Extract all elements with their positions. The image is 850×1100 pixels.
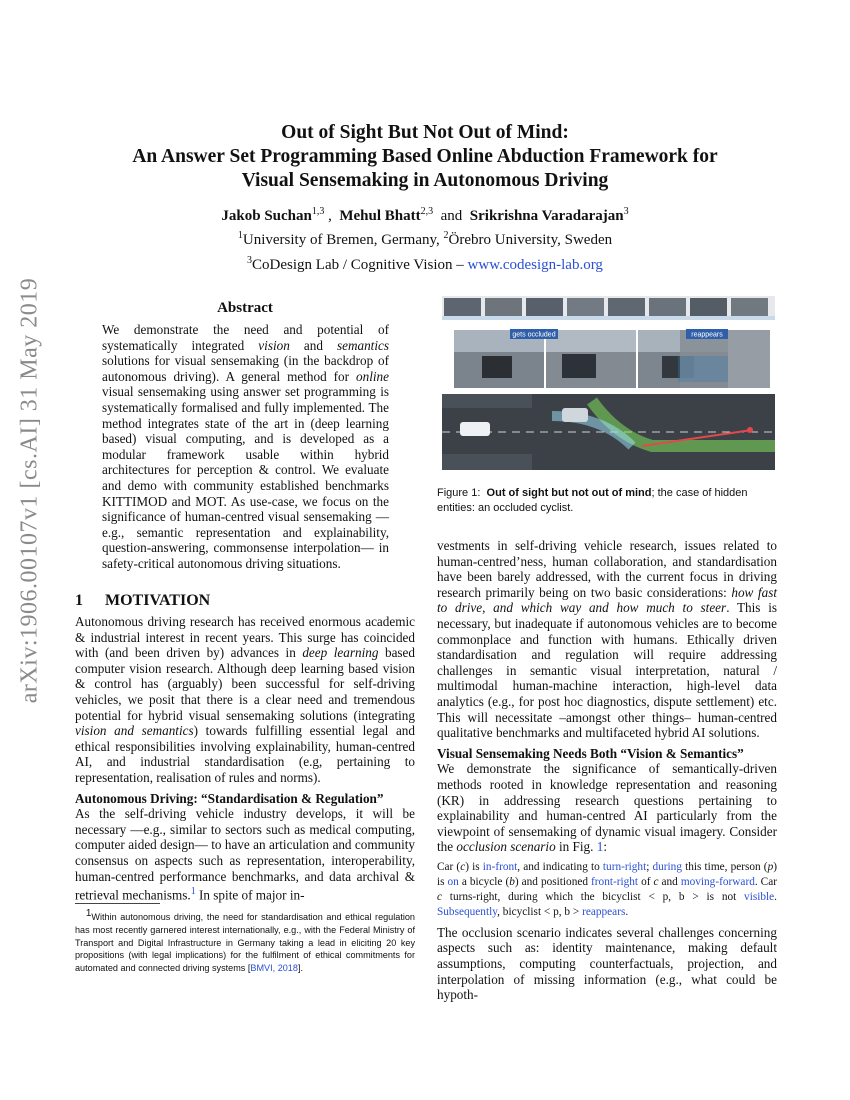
- author-list: Jakob Suchan$^{1,3}$ , Mehul Bhatt$^{2,3}$ and Srikrishna Varadarajan$^3$: [221, 206, 629, 224]
- aff-1: University of Bremen, Germany,: [242, 232, 444, 248]
- figure-caption: [437, 486, 777, 516]
- birdseye-view: [442, 394, 775, 470]
- citation-bmvi[interactable]: BMVI, 2018: [250, 963, 298, 974]
- author-3-sup: 3: [623, 206, 629, 217]
- right-column-body: [437, 538, 777, 1003]
- aff-2: Örebro University, Sweden: [448, 232, 613, 248]
- arxiv-id: arXiv:1906.00107v1 [cs.AI] 31 May 2019: [16, 277, 43, 703]
- affiliation-line-1: [60, 230, 790, 249]
- caption-title: Out of sight but not out of mind: [486, 487, 652, 499]
- footnote: $^1$Within autonomous driving, the need for standardisation and ethical regulation has most recently garnered interest internationally, e.g., with the Federal Ministry of Transport and Digital Infrastructure in Germany taking a lead in eliciting 20 key propositions (with legal implications) for the fulfilment of ethical commitments for automated and connected driving systems [BMVI, 2018].: [75, 908, 415, 974]
- right-paragraph-2: We demonstrate the significance of semantically-driven methods rooted in knowledge representation and reasoning (KR) in addressing research questions pertaining to explainability and human-centred AI particularly from the viewpoint of sensemaking of dynamic visual imagery. Consider the occlusion scenario in Fig. 1:: [437, 761, 777, 855]
- aff-3: CoDesign Lab / Cognitive Vision –: [252, 257, 468, 273]
- section-heading: [75, 592, 210, 610]
- author-2: Mehul Bhatt: [339, 208, 421, 224]
- right-paragraph-3: The occlusion scenario indicates several challenges concerning aspects such as: identity maintenance, making default assumptions, computing counterfactuals, projection, and interpolation of missing information (e.g., what could be hypoth-: [437, 924, 777, 1003]
- footnote-ref[interactable]: 1: [190, 886, 196, 898]
- right-paragraph-1: vestments in self-driving vehicle research, issues related to human-centred’ness, human collaboration, and standardisation have been barely addressed, with the current focus in driving research primarily being on two basic considerations: how fast to drive, and which way and how much to steer. This is necessary, but inadequate if autonomous vehicles are to become commonplace and function with humans. Ethically driven standardisation and regulation will require addressing challenges in semantic visual interpretation, natural / multimodal human-machine interaction, high-level data analytics (e.g., for post hoc diagnostics, dispute settlement) etc. This will necessitate –amongst other things– human-centred qualitative benchmarks and multifaceted hybrid AI solutions.: [437, 538, 777, 741]
- author-3: Srikrishna Varadarajan: [469, 208, 624, 224]
- caption-rest: ; the case of hidden entities: an occluded cyclist.: [437, 487, 748, 514]
- section-title: MOTIVATION: [105, 592, 211, 609]
- aff-sup-1: 1: [237, 230, 243, 241]
- motivation-body: [75, 614, 415, 903]
- abstract-body: We demonstrate the need and potential of systematically integrated vision and semantics solutions for visual sensemaking (in the backdrop of autonomous driving). A general method for online visual sensemaking using answer set programming is systematically formalised and fully implemented. The method integrates state of the art in (deep learning based) visual computing, and is developed as a modular framework usable within hybrid architectures for perception & control. We evaluate and demo with community established benchmarks KITTIMOD and MOT. As use-case, we focus on the significance of human-centred visual sensemaking —e.g., semantic representation and explainability, question-answering, commonsense interpolation— in safety-critical autonomous driving situations.: [102, 322, 389, 571]
- scenario-description: Car (c) is in-front, and indicating to turn-right; during this time, person (p) is on a bicycle (b) and positioned front-right of c and moving-forward. Car c turns-right, during which the bicyclist < p, b > is not visible. Subsequently, bicyclist < p, b > reappears.: [437, 860, 777, 918]
- author-1-sup: 1,3: [311, 206, 325, 217]
- title-line-1: Out of Sight But Not Out of Mind:: [281, 122, 569, 143]
- author-1: Jakob Suchan: [221, 208, 312, 224]
- subheading-standardisation: Autonomous Driving: “Standardisation & Regulation”: [75, 790, 384, 806]
- label-reappears: reappears: [691, 331, 723, 339]
- figure-occluded-cyclist: [442, 296, 775, 470]
- filmstrip: [442, 296, 775, 320]
- motivation-paragraph-2: As the self-driving vehicle industry develops, it will be necessary —e.g., similar to sectors such as medical computing, computer aided design— to have an articulation and community consensus on aspects such as representation, interoperability, human-centred performance benchmarks, and data archival & retrieval mechanisms.$^1$ In spite of major in-: [75, 806, 415, 903]
- label-gets-occluded: gets occluded: [512, 331, 556, 339]
- aff-sup-3: 3: [247, 255, 253, 266]
- author-2-sup: 2,3: [420, 206, 434, 217]
- title-line-3: Visual Sensemaking in Autonomous Driving: [241, 170, 609, 191]
- author-and: and: [440, 208, 463, 224]
- codesign-link[interactable]: www.codesign-lab.org: [467, 257, 603, 273]
- figure-ref[interactable]: 1: [596, 839, 604, 855]
- title-line-2: An Answer Set Programming Based Online Abduction Framework for: [132, 146, 718, 167]
- affiliation-line-2: [60, 255, 790, 274]
- abstract-heading: Abstract: [217, 300, 273, 316]
- subheading-vision-semantics: Visual Sensemaking Needs Both “Vision & Semantics”: [437, 745, 744, 761]
- aff-sup-2: 2: [443, 230, 449, 241]
- arxiv-sidebar: [10, 277, 50, 703]
- motivation-paragraph-1: Autonomous driving research has received enormous academic & industrial interest in recent years. This surge has coincided with (and been driven by) advances in deep learning based computer vision research. Although deep learning based vision & control has (arguably) been successful for self-driving vehicles, we posit that there is a clear need and tremendous potential for hybrid visual sensemaking solutions (integrating vision and semantics) towards fulfilling essential legal and ethical responsibilities involving explainability, human-centred AI, and industrial standardisation (e.g, pertaining to representation, realisation of rules and norms).: [75, 614, 416, 785]
- footnote-mark: 1: [85, 908, 92, 919]
- caption-label: Figure 1:: [437, 487, 481, 499]
- section-number: 1: [75, 592, 83, 609]
- camera-frames: [454, 329, 770, 388]
- paper-title: [60, 121, 790, 193]
- footnote-divider: [75, 903, 160, 904]
